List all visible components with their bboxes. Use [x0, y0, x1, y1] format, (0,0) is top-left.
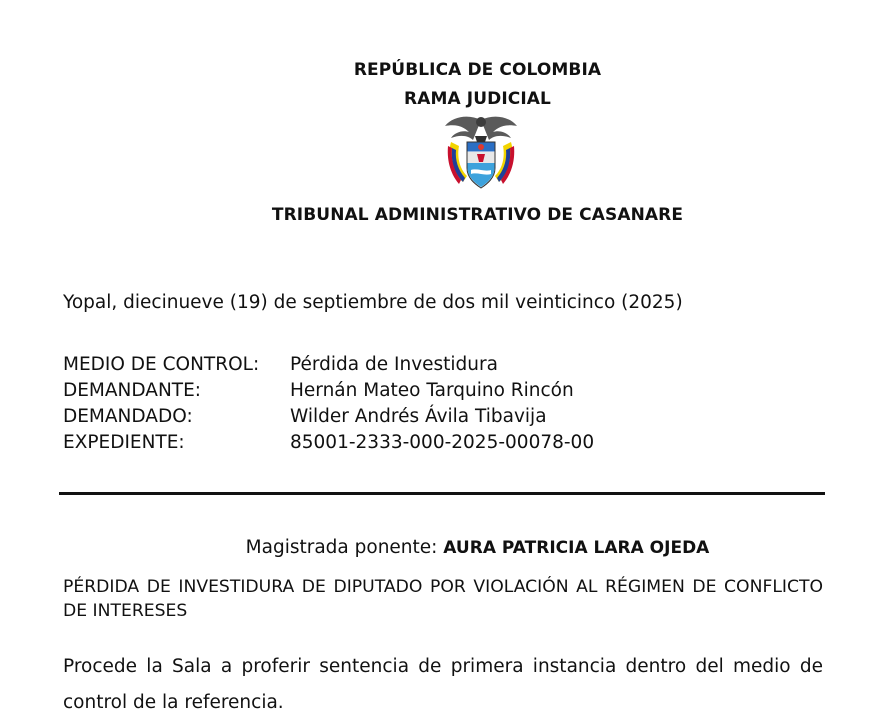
magistrate-line — [0, 537, 895, 558]
case-info-value: Hernán Mateo Tarquino Rincón — [290, 380, 574, 401]
case-info-label: DEMANDANTE: — [63, 380, 202, 401]
magistrate-name: AURA PATRICIA LARA OJEDA — [443, 538, 710, 558]
branch-heading: RAMA JUDICIAL — [404, 89, 551, 109]
magistrate-label: Magistrada ponente: — [245, 537, 438, 558]
case-info-label: MEDIO DE CONTROL: — [63, 354, 260, 375]
case-info-value: Pérdida de Investidura — [290, 354, 498, 375]
case-subject: PÉRDIDA DE INVESTIDURA DE DIPUTADO POR VIOLACIÓN AL RÉGIMEN DE CONFLICTO DE INTERESES — [63, 577, 823, 621]
section-divider — [59, 492, 825, 495]
date-line: Yopal, diecinueve (19) de septiembre de dos mil veinticinco (2025) — [63, 292, 683, 313]
body-paragraph: Procede la Sala a proferir sentencia de primera instancia dentro del medio de control de la referencia. — [63, 656, 823, 713]
country-heading: REPÚBLICA DE COLOMBIA — [353, 60, 602, 80]
case-info-label: DEMANDADO: — [63, 406, 193, 427]
colombia-coat-of-arms-icon — [439, 112, 523, 196]
case-info-value: 85001-2333-000-2025-00078-00 — [290, 432, 595, 453]
case-info-label: EXPEDIENTE: — [63, 432, 185, 453]
case-info-value: Wilder Andrés Ávila Tibavija — [290, 406, 547, 427]
court-heading: TRIBUNAL ADMINISTRATIVO DE CASANARE — [271, 205, 684, 225]
